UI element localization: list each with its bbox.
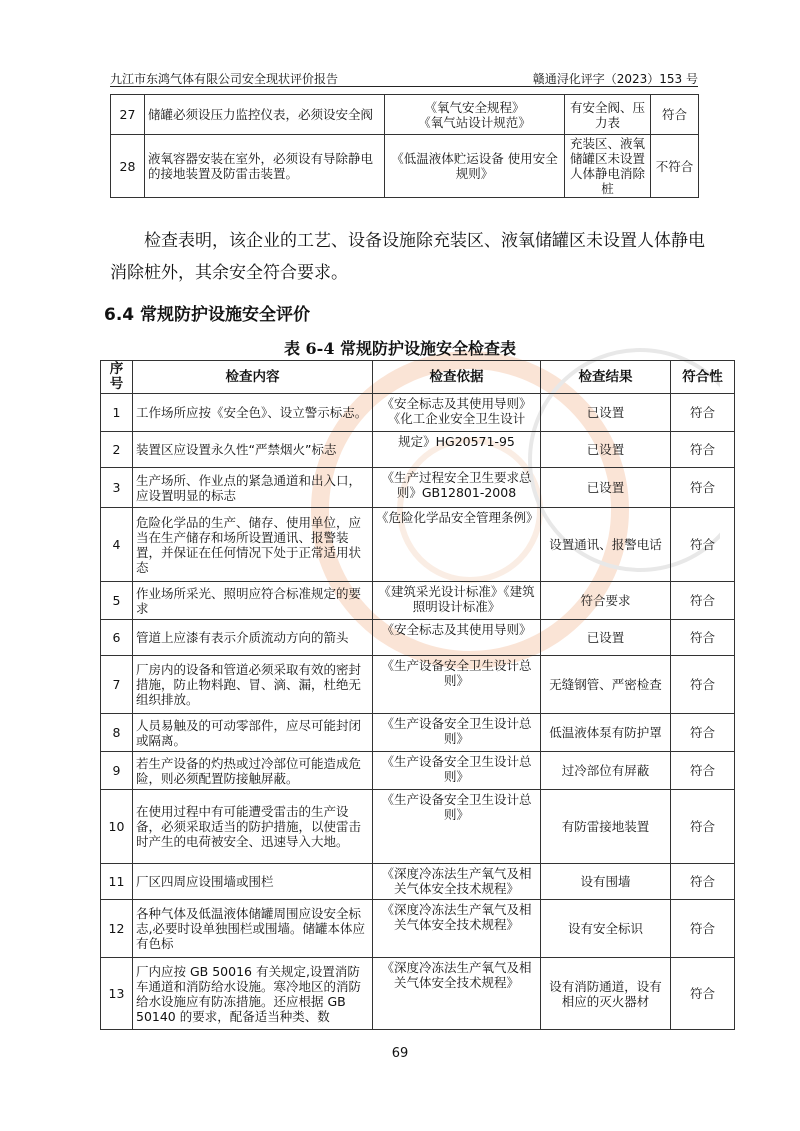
row-number: 28 xyxy=(111,135,145,198)
check-result: 设置通讯、报警电话 xyxy=(541,508,671,582)
row-number: 3 xyxy=(101,468,133,508)
check-content: 装置区应设置永久性“严禁烟火”标志 xyxy=(133,432,373,468)
row-number: 7 xyxy=(101,656,133,714)
header-report-number: 赣通浔化评字（2023）153 号 xyxy=(532,72,698,86)
section-title: 6.4 常规防护设施安全评价 xyxy=(104,305,311,325)
check-basis: 《生产设备安全卫生设计总则》 xyxy=(373,714,541,752)
check-content: 厂房内的设备和管道必须采取有效的密封措施，防止物料跑、冒、滴、漏，杜绝无组织排放。 xyxy=(133,656,373,714)
table-row xyxy=(101,394,735,432)
header-content: 检查内容 xyxy=(133,361,373,394)
conformity: 符合 xyxy=(671,958,735,1030)
check-basis: 《深度冷冻法生产氧气及相关气体安全技术规程》 xyxy=(373,958,541,1030)
check-basis: 《生产设备安全卫生设计总则》 xyxy=(373,656,541,714)
check-content: 液氧容器安装在室外，必须设有导除静电的接地装置及防雷击装置。 xyxy=(145,135,385,198)
check-content: 管道上应漆有表示介质流动方向的箭头 xyxy=(133,620,373,656)
check-basis: 《氧气安全规程》 《氧气站设计规范》 xyxy=(385,95,565,135)
check-content: 作业场所采光、照明应符合标准规定的要求 xyxy=(133,582,373,620)
conformity: 符合 xyxy=(671,620,735,656)
page-number: 69 xyxy=(391,1046,409,1061)
table-row xyxy=(101,900,735,958)
check-content: 各种气体及低温液体储罐周围应设安全标志,必要时设单独围栏或围墙。储罐本体应有色标 xyxy=(133,900,373,958)
table-row xyxy=(101,790,735,864)
table-header-row xyxy=(101,361,735,394)
table-row xyxy=(101,656,735,714)
table-row xyxy=(101,752,735,790)
check-content: 在使用过程中有可能遭受雷击的生产设备，必须采取适当的防护措施，以使雷击时产生的电荷被安全、迅速导入大地。 xyxy=(133,790,373,864)
check-content: 储罐必须设压力监控仪表，必须设安全阀 xyxy=(145,95,385,135)
check-content: 厂区四周应设围墙或围栏 xyxy=(133,864,373,900)
check-result: 过冷部位有屏蔽 xyxy=(541,752,671,790)
conformity: 符合 xyxy=(671,468,735,508)
check-result: 无缝钢管、严密检查 xyxy=(541,656,671,714)
table-row xyxy=(111,135,699,198)
check-basis: 《深度冷冻法生产氧气及相关气体安全技术规程》 xyxy=(373,864,541,900)
conformity: 符合 xyxy=(671,656,735,714)
check-basis: 《生产设备安全卫生设计总则》 xyxy=(373,752,541,790)
conformity: 符合 xyxy=(671,394,735,432)
table-row xyxy=(101,864,735,900)
row-number: 10 xyxy=(101,790,133,864)
conformity: 符合 xyxy=(671,752,735,790)
row-number: 4 xyxy=(101,508,133,582)
row-number: 12 xyxy=(101,900,133,958)
protection-check-table xyxy=(100,360,735,1030)
conformity: 符合 xyxy=(651,95,699,135)
table-row xyxy=(101,432,735,468)
row-number: 11 xyxy=(101,864,133,900)
row-number: 1 xyxy=(101,394,133,432)
row-number: 9 xyxy=(101,752,133,790)
header-result: 检查结果 xyxy=(541,361,671,394)
check-content: 工作场所应按《安全色》、设立警示标志。 xyxy=(133,394,373,432)
check-basis: 《危险化学品安全管理条例》 xyxy=(373,508,541,582)
table-row xyxy=(101,468,735,508)
row-number: 13 xyxy=(101,958,133,1030)
header-no: 序号 xyxy=(101,361,133,394)
table-row xyxy=(101,714,735,752)
header-report-title: 九江市东鸿气体有限公司安全现状评价报告 xyxy=(110,72,339,86)
conformity: 符合 xyxy=(671,714,735,752)
check-basis: 《安全标志及其使用导则》 《化工企业安全卫生设计 xyxy=(373,394,541,432)
check-basis: 《深度冷冻法生产氧气及相关气体安全技术规程》 xyxy=(373,900,541,958)
conformity: 符合 xyxy=(671,900,735,958)
table-row xyxy=(101,958,735,1030)
check-basis: 规定》HG20571-95 xyxy=(373,432,541,468)
conformity: 符合 xyxy=(671,790,735,864)
check-result: 低温液体泵有防护罩 xyxy=(541,714,671,752)
check-result: 有防雷接地装置 xyxy=(541,790,671,864)
table-caption: 表 6-4 常规防护设施安全检查表 xyxy=(283,339,517,358)
table-row xyxy=(111,95,699,135)
conformity: 符合 xyxy=(671,864,735,900)
check-result: 有安全阀、压力表 xyxy=(565,95,651,135)
header-basis: 检查依据 xyxy=(373,361,541,394)
conformity: 符合 xyxy=(671,432,735,468)
check-basis: 《生产设备安全卫生设计总则》 xyxy=(373,790,541,864)
check-basis: 《生产过程安全卫生要求总则》GB12801-2008 xyxy=(373,468,541,508)
check-content: 危险化学品的生产、储存、使用单位，应当在生产储存和场所设置通讯、报警装置，并保证在任何情况下处于正常适用状态 xyxy=(133,508,373,582)
row-number: 5 xyxy=(101,582,133,620)
row-number: 6 xyxy=(101,620,133,656)
check-result: 已设置 xyxy=(541,620,671,656)
conclusion-paragraph: 检查表明，该企业的工艺、设备设施除充装区、液氧储罐区未设置人体静电消除桩外，其余安全符合要求。 xyxy=(110,231,705,283)
check-basis: 《安全标志及其使用导则》 xyxy=(373,620,541,656)
check-result: 设有安全标识 xyxy=(541,900,671,958)
header-conform: 符合性 xyxy=(671,361,735,394)
check-result: 已设置 xyxy=(541,394,671,432)
table-row xyxy=(101,582,735,620)
check-basis: 《低温液体贮运设备 使用安全规则》 xyxy=(385,135,565,198)
conformity: 符合 xyxy=(671,508,735,582)
check-content: 若生产设备的灼热或过冷部位可能造成危险，则必须配置防接触屏蔽。 xyxy=(133,752,373,790)
check-result: 设有消防通道，设有相应的灭火器材 xyxy=(541,958,671,1030)
check-table-continued xyxy=(110,94,699,198)
conformity: 不符合 xyxy=(651,135,699,198)
table-row xyxy=(101,620,735,656)
conformity: 符合 xyxy=(671,582,735,620)
row-number: 2 xyxy=(101,432,133,468)
page-header xyxy=(110,68,698,87)
row-number: 8 xyxy=(101,714,133,752)
check-result: 符合要求 xyxy=(541,582,671,620)
check-content: 厂内应按 GB 50016 有关规定,设置消防车通道和消防给水设施。寒冷地区的消防给水设施应有防冻措施。还应根据 GB 50140 的要求，配备适当种类、数 xyxy=(133,958,373,1030)
check-basis: 《建筑采光设计标准》《建筑照明设计标准》 xyxy=(373,582,541,620)
check-result: 设有围墙 xyxy=(541,864,671,900)
check-content: 人员易触及的可动零部件，应尽可能封闭或隔离。 xyxy=(133,714,373,752)
table-row xyxy=(101,508,735,582)
row-number: 27 xyxy=(111,95,145,135)
check-result: 已设置 xyxy=(541,432,671,468)
check-result: 已设置 xyxy=(541,468,671,508)
check-result: 充装区、液氧储罐区未设置人体静电消除桩 xyxy=(565,135,651,198)
check-content: 生产场所、作业点的紧急通道和出入口，应设置明显的标志 xyxy=(133,468,373,508)
